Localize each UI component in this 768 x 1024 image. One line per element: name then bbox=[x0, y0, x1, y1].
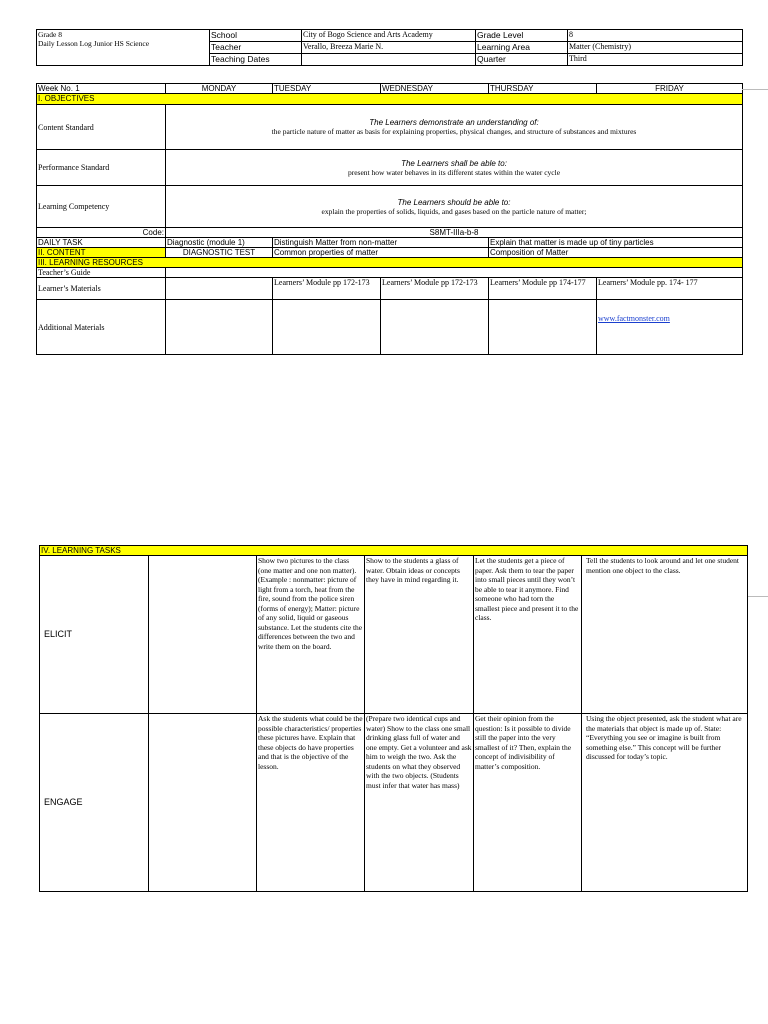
learning-competency-cell bbox=[166, 186, 743, 228]
additional-materials-tuesday bbox=[273, 300, 381, 355]
engage-label: ENGAGE bbox=[40, 714, 149, 892]
page-edge-mark bbox=[742, 89, 768, 90]
learners-materials-thursday: Learners’ Module pp 174-177 bbox=[489, 278, 597, 300]
learning-competency-label: Learning Competency bbox=[37, 186, 166, 228]
engage-thursday: Get their opinion from the question: Is it possible to divide still the paper into the very smallest of it? Then, explain the concept of indivisibility of matter’s composition. bbox=[474, 714, 582, 892]
school-value: City of Bogo Science and Arts Academy bbox=[302, 30, 476, 42]
content-monday: DIAGNOSTIC TEST bbox=[166, 248, 273, 258]
performance-standard-intro: The Learners shall be able to: bbox=[401, 158, 507, 168]
elicit-wednesday: Show to the students a glass of water. Obtain ideas or concepts they have in mind regarding it. bbox=[365, 556, 474, 714]
content-standard-intro: The Learners demonstrate an understanding of: bbox=[369, 118, 539, 127]
learning-tasks-heading: IV. LEARNING TASKS bbox=[40, 546, 748, 556]
grade-level-label: Grade Level bbox=[476, 30, 568, 42]
day-friday: FRIDAY bbox=[597, 84, 743, 94]
factmonster-link[interactable]: www.factmonster.com bbox=[598, 314, 670, 323]
content-tuesday: Common properties of matter bbox=[273, 248, 489, 258]
day-thursday: THURSDAY bbox=[489, 84, 597, 94]
quarter-label: Quarter bbox=[476, 54, 568, 66]
teaching-dates-value bbox=[302, 54, 476, 66]
performance-standard-text: present how water behaves in its different states within the water cycle bbox=[347, 167, 561, 177]
additional-materials-wednesday bbox=[381, 300, 489, 355]
learning-tasks-table bbox=[39, 545, 748, 892]
content-standard-text: the particle nature of matter as basis for explaining properties, physical changes, and structure of substances and mixtures bbox=[271, 127, 637, 136]
school-label: School bbox=[210, 30, 302, 42]
teaching-dates-label: Teaching Dates bbox=[210, 54, 302, 66]
header-table bbox=[36, 29, 743, 66]
grade-line: Grade 8 bbox=[38, 30, 62, 39]
learners-materials-wednesday: Learners’ Module pp 172-173 bbox=[381, 278, 489, 300]
additional-materials-thursday bbox=[489, 300, 597, 355]
content-thursday: Composition of Matter bbox=[489, 248, 743, 258]
content-standard-cell bbox=[166, 105, 743, 150]
learners-materials-friday: Learners’ Module pp. 174- 177 bbox=[597, 278, 743, 300]
engage-tuesday: Ask the students what could be the possible characteristics/ properties these pictures have. Explain that these objects do have properties and that is the objective of the lesson. bbox=[257, 714, 365, 892]
document-title bbox=[37, 30, 210, 66]
learning-area-label: Learning Area bbox=[476, 42, 568, 54]
day-wednesday: WEDNESDAY bbox=[381, 84, 489, 94]
additional-materials-label: Additional Materials bbox=[37, 300, 166, 355]
daily-task-thursday: Explain that matter is made up of tiny particles bbox=[489, 238, 743, 248]
teachers-guide-label: Teacher’s Guide bbox=[37, 268, 166, 278]
engage-friday: Using the object presented, ask the student what are the materials that object is made up of. State: “Everything you see or imagine is built from something else.” This concept will be further discussed for today’s topic. bbox=[582, 714, 748, 892]
elicit-friday: Tell the students to look around and let one student mention one object to the class. bbox=[582, 556, 748, 714]
learning-area-value: Matter (Chemistry) bbox=[568, 42, 743, 54]
engage-wednesday: (Prepare two identical cups and water) Show to the class one small drinking glass full of water and one empty. Get a volunteer and ask him to weigh the two. Ask the students on what they observed with the two objects. (Students must infer that water has mass) bbox=[365, 714, 474, 892]
elicit-tuesday: Show two pictures to the class (one matter and one non matter). (Example : nonmatter: picture of light from a torch, heat from the fire, sound from the police siren (forms of energy); Matter: picture of any solid, liquid or gaseous substance. Let the students cite the differences between the two and write them on the board. bbox=[257, 556, 365, 714]
elicit-monday bbox=[149, 556, 257, 714]
day-tuesday: TUESDAY bbox=[273, 84, 381, 94]
code-value: S8MT-IIIa-b-8 bbox=[166, 228, 743, 238]
teacher-label: Teacher bbox=[210, 42, 302, 54]
page-edge-mark-2 bbox=[748, 596, 768, 597]
quarter-value: Third bbox=[568, 54, 743, 66]
dll-line: Daily Lesson Log Junior HS Science bbox=[38, 39, 150, 48]
daily-task-tuesday: Distinguish Matter from non-matter bbox=[273, 238, 489, 248]
performance-standard-cell bbox=[166, 150, 743, 186]
daily-task-monday: Diagnostic (module 1) bbox=[166, 238, 273, 248]
learners-materials-monday bbox=[166, 278, 273, 300]
learners-materials-tuesday: Learners’ Module pp 172-173 bbox=[273, 278, 381, 300]
elicit-label: ELICIT bbox=[40, 556, 149, 714]
performance-standard-label: Performance Standard bbox=[37, 150, 166, 186]
code-label: Code: bbox=[37, 228, 166, 238]
additional-materials-monday bbox=[166, 300, 273, 355]
day-monday: MONDAY bbox=[166, 84, 273, 94]
learning-competency-intro: The Learners should be able to: bbox=[397, 197, 511, 207]
objectives-heading: I. OBJECTIVES bbox=[37, 94, 743, 105]
learning-competency-text: explain the properties of solids, liquids, and gases based on the particle nature of matter; bbox=[321, 206, 587, 216]
teachers-guide-cell bbox=[166, 268, 743, 278]
content-heading: II. CONTENT bbox=[37, 248, 166, 258]
week-number: Week No. 1 bbox=[37, 84, 166, 94]
learners-materials-label: Learner’s Materials bbox=[37, 278, 166, 300]
elicit-thursday: Let the students get a piece of paper. Ask them to tear the paper into small pieces until they won’t be able to tear it anymore. Find someone who had torn the smallest piece and present it to the class. bbox=[474, 556, 582, 714]
engage-monday bbox=[149, 714, 257, 892]
objectives-table bbox=[36, 83, 743, 355]
teacher-value: Verallo, Breeza Marie N. bbox=[302, 42, 476, 54]
content-standard-label: Content Standard bbox=[37, 105, 166, 150]
learning-resources-heading: III. LEARNING RESOURCES bbox=[37, 258, 743, 268]
grade-level-value: 8 bbox=[568, 30, 743, 42]
daily-task-label: DAILY TASK bbox=[37, 238, 166, 248]
additional-materials-friday bbox=[597, 300, 743, 355]
